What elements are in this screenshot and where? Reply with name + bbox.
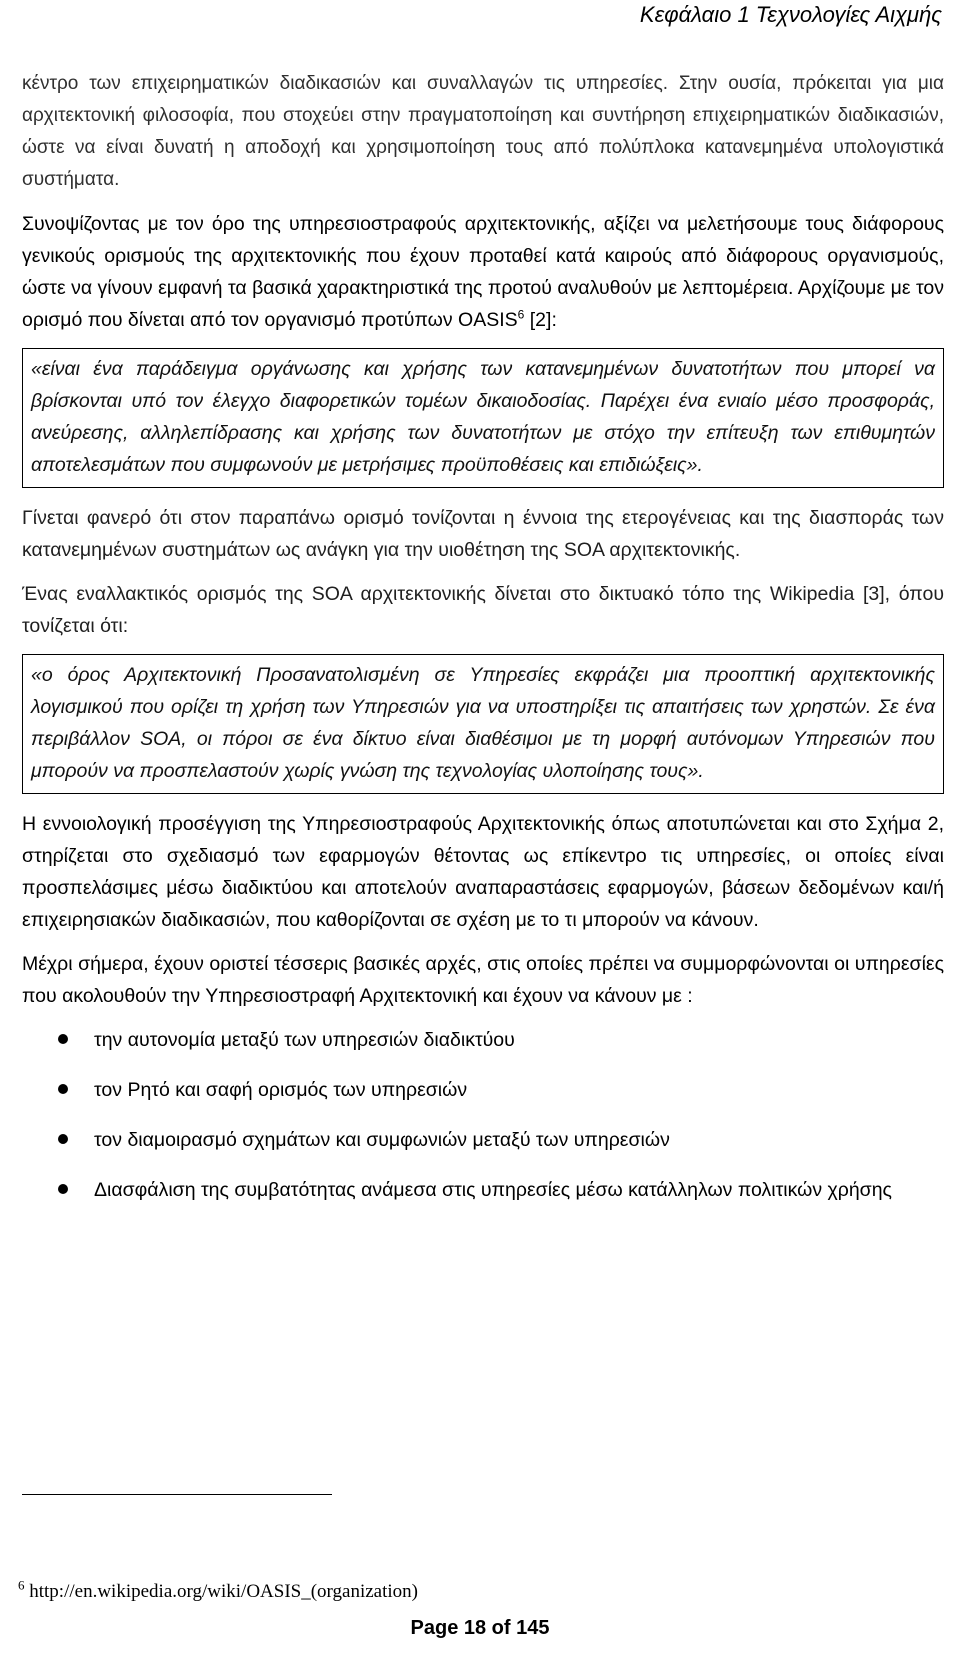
paragraph-summary-text: Συνοψίζοντας με τον όρο της υπηρεσιοστραφούς αρχιτεκτονικής, αξίζει να μελετήσουμε τους διάφορους γενικούς ορισμούς της αρχιτεκτονικής που έχουν προταθεί κατά καιρούς από διάφορους οργανισμούς, ώστε να γίνουν εμφανή τα βασικά χαρακτηριστικά της προτού αναλυθούν με λεπτομέρεια. Αρχίζουμε με τον ορισμό που δίνεται από τον οργανισμό προτύπων OASIS: [22, 213, 944, 331]
list-item: [22, 1024, 944, 1056]
bullet-icon: [58, 1084, 68, 1094]
bullet-icon: [58, 1184, 68, 1194]
paragraph-principles: Μέχρι σήμερα, έχουν οριστεί τέσσερις βασικές αρχές, στις οποίες πρέπει να συμμορφώνονται οι υπηρεσίες που ακολουθούν την Υπηρεσιοστραφή Αρχιτεκτονική και έχουν να κάνουν με :: [22, 953, 944, 1007]
list-item-text: την αυτονομία μεταξύ των υπηρεσιών διαδικτύου: [94, 1029, 515, 1051]
footnote-divider: [22, 1494, 332, 1495]
list-item-text: Διασφάλιση της συμβατότητας ανάμεσα στις υπηρεσίες μέσω κατάλληλων πολιτικών χρήσης: [94, 1179, 892, 1201]
list-item-text: τον διαμοιρασμό σχημάτων και συμφωνιών μεταξύ των υπηρεσιών: [94, 1129, 670, 1151]
footnote-reference: 6: [517, 307, 525, 322]
chapter-header: Κεφάλαιο 1 Τεχνολογίες Αιχμής: [639, 2, 942, 27]
paragraph-summary: [22, 208, 944, 336]
list-item: [22, 1174, 944, 1206]
citation-reference: [2]:: [524, 309, 557, 331]
page-number: Page 18 of 145: [410, 1617, 550, 1639]
paragraph-heterogeneity: Γίνεται φανερό ότι στον παραπάνω ορισμό τονίζονται η έννοια της ετερογένειας και της διασποράς των κατανεμημένων συστημάτων ως ανάγκη για την υιοθέτηση της SOA αρχιτεκτονικής.: [22, 507, 944, 561]
footnote: [18, 1577, 418, 1604]
bullet-icon: [58, 1034, 68, 1044]
wikipedia-definition-quote: «ο όρος Αρχιτεκτονική Προσανατολισμένη σε Υπηρεσίες εκφράζει μια προοπτική αρχιτεκτονικής λογισμικού που ορίζει τη χρήση των Υπηρεσιών για να υποστηρίξει τις απαιτήσεις των χρηστών. Σε ένα περιβάλλον SOA, οι πόροι σε ένα δίκτυο είναι διαθέσιμοι με τη μορφή αυτόνομων Υπηρεσιών που μπορούν να προσπελαστούν χωρίς γνώση της τεχνολογίας υλοποίησης τους».: [22, 654, 944, 794]
list-item: [22, 1124, 944, 1156]
body-content: [22, 68, 944, 1224]
paragraph-conceptual-approach: Η εννοιολογική προσέγγιση της Υπηρεσιοστραφούς Αρχιτεκτονικής όπως αποτυπώνεται και στο Σχήμα 2, στηρίζεται στο σχεδιασμό των εφαρμογών θέτοντας ως επίκεντρο τις υπηρεσίες, οι οποίες είναι προσπελάσιμες μέσω διαδικτύου και αποτελούν αναπαραστάσεις εφαρμογών, βάσεων δεδομένων και/ή επιχειρησιακών διαδικασιών, που καθορίζονται σε σχέση με το τι μπορούν να κάνουν.: [22, 813, 944, 931]
paragraph-wikipedia: Ένας εναλλακτικός ορισμός της SOA αρχιτεκτονικής δίνεται στο δικτυακό τόπο της Wikipedia [3], όπου τονίζεται ότι:: [22, 583, 944, 637]
oasis-definition-quote: «είναι ένα παράδειγμα οργάνωσης και χρήσης των κατανεμημένων δυνατοτήτων που μπορεί να βρίσκονται υπό τον έλεγχο διαφορετικών τομέων δικαιοδοσίας. Παρέχει ένα ενιαίο μέσο προσφοράς, ανεύρεσης, αλληλεπίδρασης και χρήσης των δυνατοτήτων με στόχο την επίτευξη των επιθυμητών αποτελεσμάτων που συμφωνούν με μετρήσιμες προϋποθέσεις και επιδιώξεις».: [22, 348, 944, 488]
paragraph-intro: κέντρο των επιχειρηματικών διαδικασιών και συναλλαγών τις υπηρεσίες. Στην ουσία, πρόκειται για μια αρχιτεκτονική φιλοσοφία, που στοχεύει στην πραγματοποίηση και συντήρηση επιχειρηματικών διαδικασιών, ώστε να είναι δυνατή η αποδοχή και χρησιμοποίηση τους από πολύπλοκα κατανεμημένα υπολογιστικά συστήματα.: [22, 73, 944, 190]
bullet-icon: [58, 1134, 68, 1144]
footnote-url: http://en.wikipedia.org/wiki/OASIS_(organization): [24, 1581, 418, 1602]
principles-list: [22, 1024, 944, 1206]
footnote-mark: 6: [18, 1577, 25, 1593]
list-item-text: τον Ρητό και σαφή ορισμός των υπηρεσιών: [94, 1079, 468, 1101]
list-item: [22, 1074, 944, 1106]
